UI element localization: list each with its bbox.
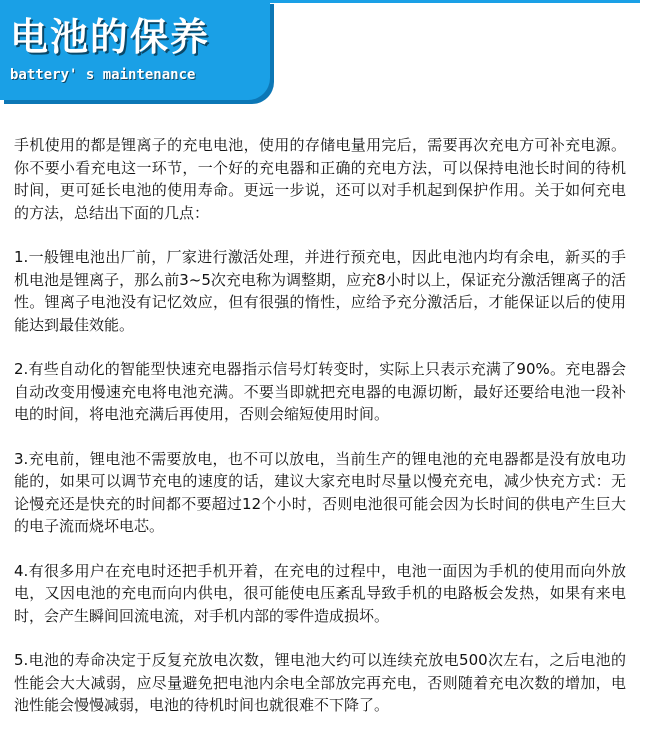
tip-paragraph-4: 4.有很多用户在充电时还把手机开着，在充电的过程中，电池一面因为手机的使用而向外放电，又因电池的充电而向内供电，很可能使电压紊乱导致手机的电路板会发热，如果有来电时，会产生瞬间回流电流，对手机内部的零件造成损坏。 [14, 561, 626, 625]
tip-paragraph-2: 2.有些自动化的智能型快速充电器指示信号灯转变时，实际上只表示充满了90%。充电器会自动改变用慢速充电将电池充满。不要当即就把充电器的电源切断，最好还要给电池一段补电的时间，将电池充满后再使用，否则会缩短使用时间。 [14, 360, 626, 423]
section-subtitle: battery' s maintenance [10, 67, 196, 83]
intro-paragraph: 手机使用的都是锂离子的充电电池，使用的存储电量用完后，需要再次充电方可补充电源。你不要小看充电这一环节，一个好的充电器和正确的充电方法，可以保持电池长时间的待机时间，更可延长电池的使用寿命。更远一步说，还可以对手机起到保护作用。关于如何充电的方法，总结出下面的几点： [14, 136, 626, 222]
tip-paragraph-5: 5.电池的寿命决定于反复充放电次数，锂电池大约可以连续充放电500次左右，之后电池的性能会大大减弱，应尽量避免把电池内余电全部放完再充电，否则随着充电次数的增加，电池性能会慢慢减弱，电池的待机时间也就很难不下降了。 [14, 651, 626, 714]
tip-paragraph-1: 1.一般锂电池出厂前，厂家进行激活处理，并进行预充电，因此电池内均有余电，新买的手机电池是锂离子，那么前3~5次充电称为调整期，应充8小时以上，保证充分激活锂离子的活性。锂离子电池没有记忆效应，但有很强的惰性，应给予充分激活后，才能保证以后的使用能达到最佳效能。 [14, 248, 626, 334]
article-body [14, 134, 626, 739]
tip-paragraph-3: 3.充电前，锂电池不需要放电，也不可以放电，当前生产的锂电池的充电器都是没有放电功能的，如果可以调节充电的速度的话，建议大家充电时尽量以慢充充电，减少快充方式：无论慢充还是快充的时间都不要超过12个小时，否则电池很可能会因为长时间的供电产生巨大的电子流而烧坏电芯。 [14, 449, 626, 535]
section-title: 电池的保养 [10, 15, 211, 59]
section-header [0, 0, 270, 100]
